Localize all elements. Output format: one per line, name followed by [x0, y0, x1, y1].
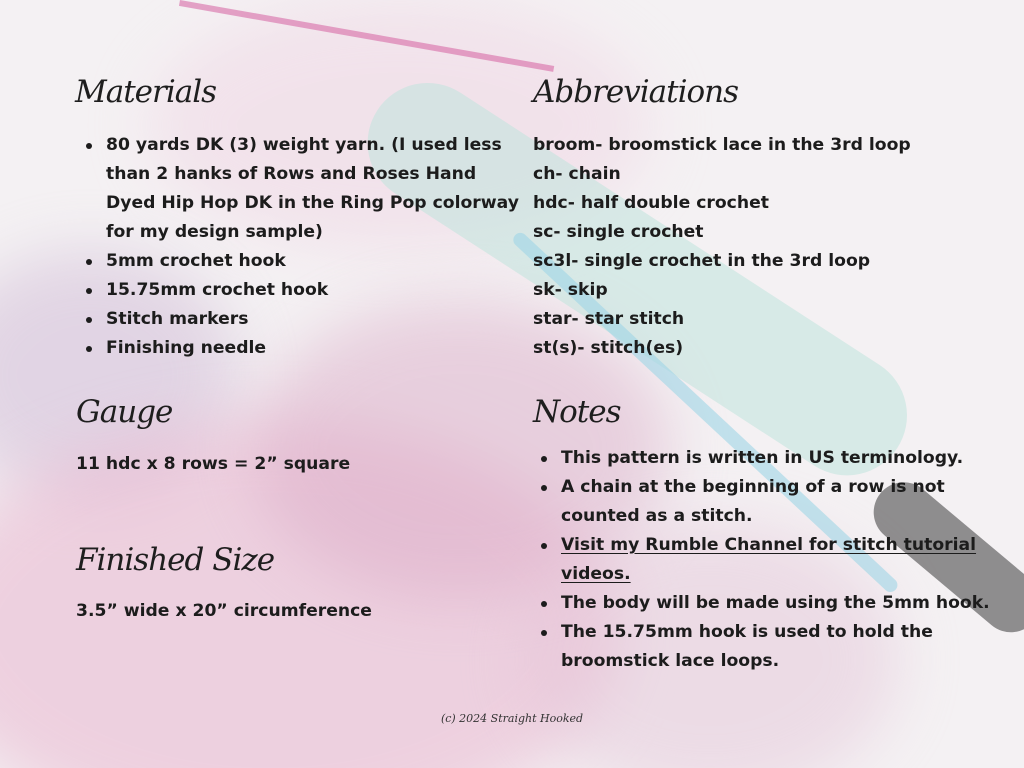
abbreviation-item: broom- broomstick lace in the 3rd loop [533, 135, 911, 155]
abbreviations-heading: Abbreviations [533, 74, 739, 110]
abbreviation-item: star- star stitch [533, 309, 685, 329]
abbreviation-item: sc- single crochet [533, 222, 704, 242]
rumble-channel-link[interactable]: Visit my Rumble Channel for stitch tutorial videos. [561, 535, 977, 584]
abbreviation-item: ch- chain [533, 164, 621, 184]
materials-list [78, 131, 526, 363]
list-item: Finishing needle [106, 334, 526, 363]
notes-heading: Notes [533, 394, 621, 430]
list-item: This pattern is written in US terminology. [561, 444, 1001, 473]
finished-size-text: 3.5” wide x 20” circumference [76, 601, 372, 621]
list-item: A chain at the beginning of a row is not counted as a stitch. [561, 473, 1001, 531]
list-item: 80 yards DK (3) weight yarn. (I used less than 2 hanks of Rows and Roses Hand Dyed Hip Hop DK in the Ring Pop colorway for my design sample) [106, 131, 526, 247]
abbreviation-item: sk- skip [533, 280, 608, 300]
list-item [561, 531, 1001, 589]
finished-size-heading: Finished Size [76, 542, 275, 578]
materials-heading: Materials [75, 74, 217, 110]
copyright-footer: (c) 2024 Straight Hooked [440, 712, 584, 725]
gauge-text: 11 hdc x 8 rows = 2” square [76, 454, 351, 474]
list-item: 5mm crochet hook [106, 247, 526, 276]
abbreviation-item: st(s)- stitch(es) [533, 338, 684, 358]
gauge-heading: Gauge [76, 394, 173, 430]
list-item: 15.75mm crochet hook [106, 276, 526, 305]
list-item: The 15.75mm hook is used to hold the broomstick lace loops. [561, 618, 1001, 676]
abbreviations-list [533, 131, 911, 363]
abbreviation-item: sc3l- single crochet in the 3rd loop [533, 251, 871, 271]
notes-list [533, 444, 1001, 676]
list-item: Stitch markers [106, 305, 526, 334]
abbreviation-item: hdc- half double crochet [533, 193, 769, 213]
list-item: The body will be made using the 5mm hook. [561, 589, 1001, 618]
